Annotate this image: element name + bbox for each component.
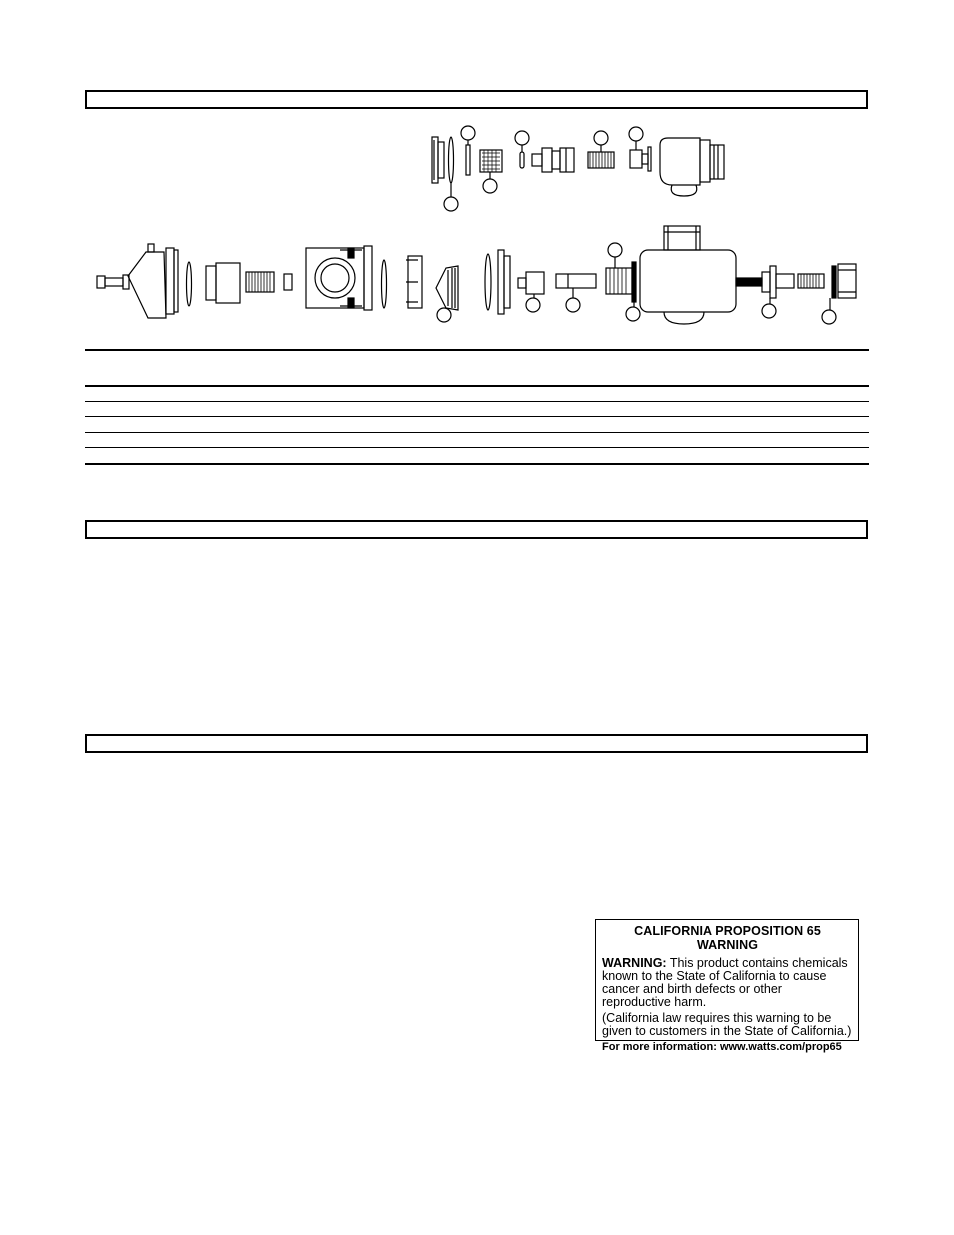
upper-check-valve-part xyxy=(532,148,574,172)
prop65-warning-text xyxy=(602,957,853,1009)
lower-threaded-rod-part xyxy=(736,266,794,298)
upper-screen-part xyxy=(480,150,502,172)
upper-o-ring-part xyxy=(449,137,454,183)
parts-table-row-rule xyxy=(85,432,869,433)
second-section-header-bar xyxy=(85,520,868,539)
prop65-more-info: For more information: www.watts.com/prop65 xyxy=(602,1041,842,1053)
lower-shaft-part xyxy=(556,274,596,288)
parts-table-row-rule xyxy=(85,401,869,402)
parts-table-header-rule xyxy=(85,385,869,387)
callout-circle xyxy=(444,197,458,211)
lower-o-ring-2-part xyxy=(382,260,387,308)
lower-stem-part xyxy=(97,275,129,289)
lower-cartridge-screen-part xyxy=(606,268,632,294)
lower-screws-plate-part xyxy=(406,256,422,308)
prop65-warning-box xyxy=(595,919,859,1053)
third-section-header-bar xyxy=(85,734,868,753)
callout-circle xyxy=(461,126,475,140)
warning-body-text: This product contains chemicals known to the State of California to cause cancer and birth defects or other reproductive harm. xyxy=(602,956,848,1009)
callout-circle xyxy=(629,127,643,141)
parts-table-row-rule xyxy=(85,447,869,448)
lower-bonnet-cone-part xyxy=(128,244,178,318)
lower-small-nut-part xyxy=(284,274,292,290)
warning-label: WARNING: xyxy=(602,956,667,970)
parts-table-row-rule xyxy=(85,416,869,417)
lower-flange-plate-part xyxy=(498,250,510,314)
lower-gear-part xyxy=(436,266,458,310)
lower-valve-body-part xyxy=(640,226,736,324)
upper-thin-ring-part xyxy=(466,145,470,175)
callout-circle xyxy=(608,243,622,257)
prop65-title: CALIFORNIA PROPOSITION 65 WARNING xyxy=(634,924,821,952)
upper-end-cap-part xyxy=(432,137,444,183)
upper-angle-body-part xyxy=(660,138,724,196)
callout-circle xyxy=(437,308,451,322)
lower-spring-part xyxy=(246,272,274,292)
callout-circle xyxy=(822,310,836,324)
upper-plunger-part xyxy=(630,147,651,171)
callout-circle xyxy=(526,298,540,312)
callout-circle xyxy=(626,307,640,321)
lower-end-spring-part xyxy=(798,274,824,288)
lower-end-cap-part xyxy=(832,264,856,298)
upper-pin-part xyxy=(520,152,524,168)
callout-circle xyxy=(762,304,776,318)
parts-table-top-rule xyxy=(85,349,869,351)
exploded-parts-diagram xyxy=(0,0,954,340)
callout-circle xyxy=(515,131,529,145)
callout-circle xyxy=(594,131,608,145)
lower-o-ring-3-part xyxy=(485,254,491,310)
parts-table-bottom-rule xyxy=(85,463,869,465)
lower-sleeve-part xyxy=(206,263,240,303)
lower-o-ring-1-part xyxy=(187,262,192,306)
upper-spring-part xyxy=(588,152,614,168)
prop65-note: (California law requires this warning to be given to customers in the State of California.) xyxy=(602,1011,852,1038)
callout-circle xyxy=(566,298,580,312)
callout-circle xyxy=(483,179,497,193)
lower-small-valve-part xyxy=(518,272,544,294)
lower-cartridge-housing-part xyxy=(306,246,372,310)
